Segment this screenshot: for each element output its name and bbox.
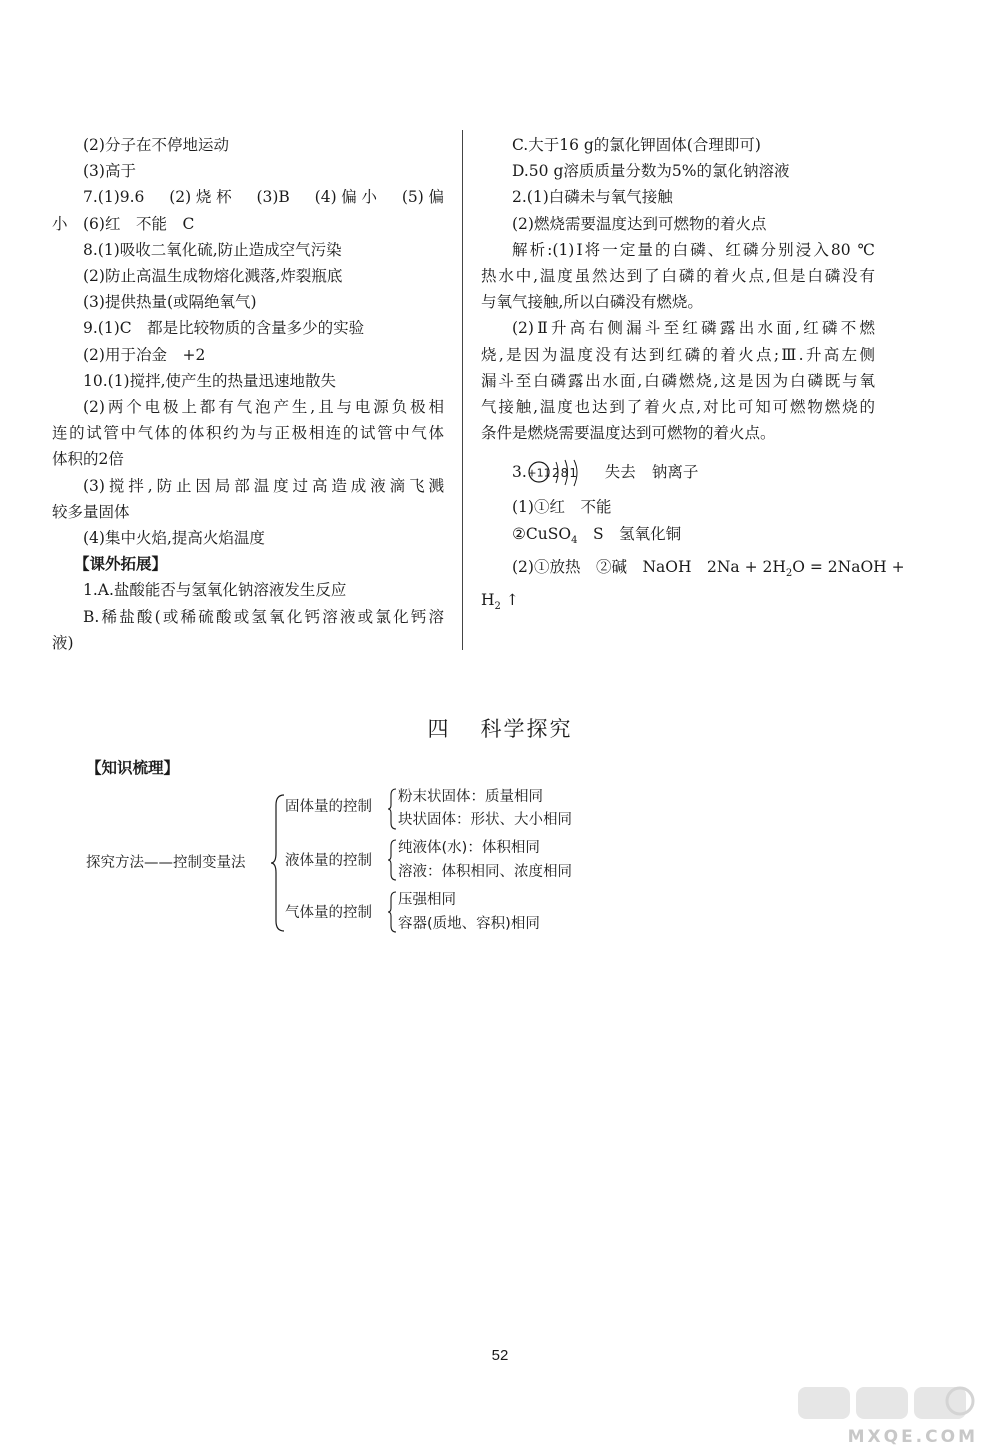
gas-arrow: ↑ — [500, 591, 519, 610]
tree-leaf: 块状固体：形状、大小相同 — [398, 812, 572, 828]
answer-line: C.大于16 g的氯化钾固体(合理即可) — [512, 136, 761, 154]
tree-leaf: 溶液：体积相同、浓度相同 — [398, 864, 572, 880]
answer-line: (1)①红 不能 — [512, 498, 612, 517]
sodium-atom-answer — [481, 456, 875, 488]
answer-line: 气接触,温度也达到了着火点,对比可知可燃物燃烧的 — [481, 398, 875, 417]
section-title — [0, 713, 1000, 743]
answer-line: 9.(1)C 都是比较物质的含量多少的实验 — [83, 319, 365, 338]
subscript: 4 — [571, 534, 578, 546]
answer-text: S 氢氧化铜 — [577, 524, 682, 543]
answer-line: B.稀盐酸(或稀硫酸或氢氧化钙溶液或氯化钙溶 — [83, 607, 444, 626]
tree-leaf: 纯液体(水)：体积相同 — [398, 840, 540, 856]
answer-line: 1.A.盐酸能否与氢氧化钠溶液发生反应 — [83, 581, 347, 600]
tree-leaf: 压强相同 — [398, 892, 456, 908]
answer-line: D.50 g溶质质量分数为5%的氯化钠溶液 — [512, 162, 790, 181]
answer-line: 2.(1)白磷未与氧气接触 — [512, 188, 673, 207]
atom-nucleus-label: +11 — [527, 466, 551, 480]
section-number: 四 — [427, 717, 451, 741]
page-number: 52 — [491, 1347, 509, 1364]
answer-line: 小 (6)红 不能 C — [52, 214, 195, 233]
answer-line: (3)高于 — [83, 162, 136, 181]
answer-line: 与氧气接触,所以白磷没有燃烧。 — [481, 293, 703, 312]
answer-line: (2)防止高温生成物熔化溅落,炸裂瓶底 — [83, 267, 343, 286]
sodium-atom-structure-diagram — [527, 456, 589, 488]
tree-root: 探究方法——控制变量法 — [86, 855, 246, 871]
subscript: 2 — [785, 568, 793, 580]
answer-line: 漏斗至白磷露出水面,白磷燃烧,这是因为白磷既与氧 — [481, 371, 875, 390]
brace-solid — [387, 787, 397, 831]
formula-h: H — [481, 591, 495, 610]
tree-leaf: 容器(质地、容积)相同 — [398, 916, 540, 932]
answer-line: 热水中,温度虽然达到了白磷的着火点,但是白磷没有 — [481, 267, 875, 286]
answer-line: (3)搅拌,防止因局部温度过高造成液滴飞溅 — [83, 476, 444, 495]
tree-branch-liquid: 液体量的控制 — [285, 853, 372, 869]
sodium-ion-text: 钠离子 — [651, 463, 699, 482]
answer-text: (2)①放热 ②碱 NaOH 2Na + 2H — [512, 557, 786, 576]
answer-line: 7.(1)9.6 (2)烧杯 (3)B (4)偏小 (5)偏 — [83, 188, 444, 207]
tree-branch-solid: 固体量的控制 — [285, 799, 372, 815]
right-answer-column — [481, 132, 905, 621]
brace-main — [270, 793, 286, 933]
answer-line: 连的试管中气体的体积约为与正极相连的试管中气体 — [52, 424, 444, 443]
subscript: 2 — [494, 601, 501, 613]
section-title-text: 科学探究 — [480, 717, 573, 741]
answer-line: (2)分子在不停地运动 — [83, 136, 229, 154]
answer-line: 较多量固体 — [52, 502, 130, 521]
answer-line: (3)提供热量(或隔绝氧气) — [83, 293, 257, 312]
section-heading-extension: 【课外拓展】 — [74, 555, 168, 574]
tree-branch-gas: 气体量的控制 — [285, 905, 372, 921]
formula-cuso4: ②CuSO — [512, 524, 572, 543]
question-number: 3. — [512, 463, 527, 482]
answer-line: (2)用于冶金 +2 — [83, 345, 206, 364]
answer-line — [481, 554, 905, 587]
knowledge-heading: 【知识梳理】 — [86, 759, 180, 777]
answer-line — [481, 587, 875, 620]
answer-line — [481, 521, 875, 554]
answer-line: 条件是燃烧需要温度达到可燃物的着火点。 — [481, 424, 776, 443]
answer-line: 10.(1)搅拌,使产生的热量迅速地散失 — [83, 371, 337, 390]
answer-line: 8.(1)吸收二氧化硫,防止造成空气污染 — [83, 240, 342, 259]
answer-line: 体积的2倍 — [52, 450, 124, 469]
answer-line: 液) — [52, 633, 74, 652]
left-answer-column — [52, 132, 444, 656]
answer-line: 烧,是因为温度没有达到红磷的着火点;Ⅲ.升高左侧 — [481, 345, 875, 364]
answer-line: (2)两个电极上都有气泡产生,且与电源负极相 — [83, 398, 444, 417]
lose-electron-text: 失去 — [604, 463, 636, 482]
column-divider — [462, 130, 463, 650]
answer-line: (2)燃烧需要温度达到可燃物的着火点 — [512, 214, 767, 233]
answer-line: 解析:(1)Ⅰ将一定量的白磷、红磷分别浸入80 ℃ — [512, 240, 875, 259]
answer-text: O = 2NaOH + — [792, 557, 905, 576]
brace-gas — [387, 890, 397, 934]
atom-shell-electrons: 281 — [551, 466, 578, 481]
answer-line: (4)集中火焰,提高火焰温度 — [83, 529, 265, 548]
brace-liquid — [387, 838, 397, 882]
answer-line: (2)Ⅱ升高右侧漏斗至红磷露出水面,红磷不燃 — [512, 319, 875, 338]
watermark-text: MXQE.COM — [847, 1427, 978, 1447]
tree-leaf: 粉末状固体：质量相同 — [398, 789, 543, 805]
